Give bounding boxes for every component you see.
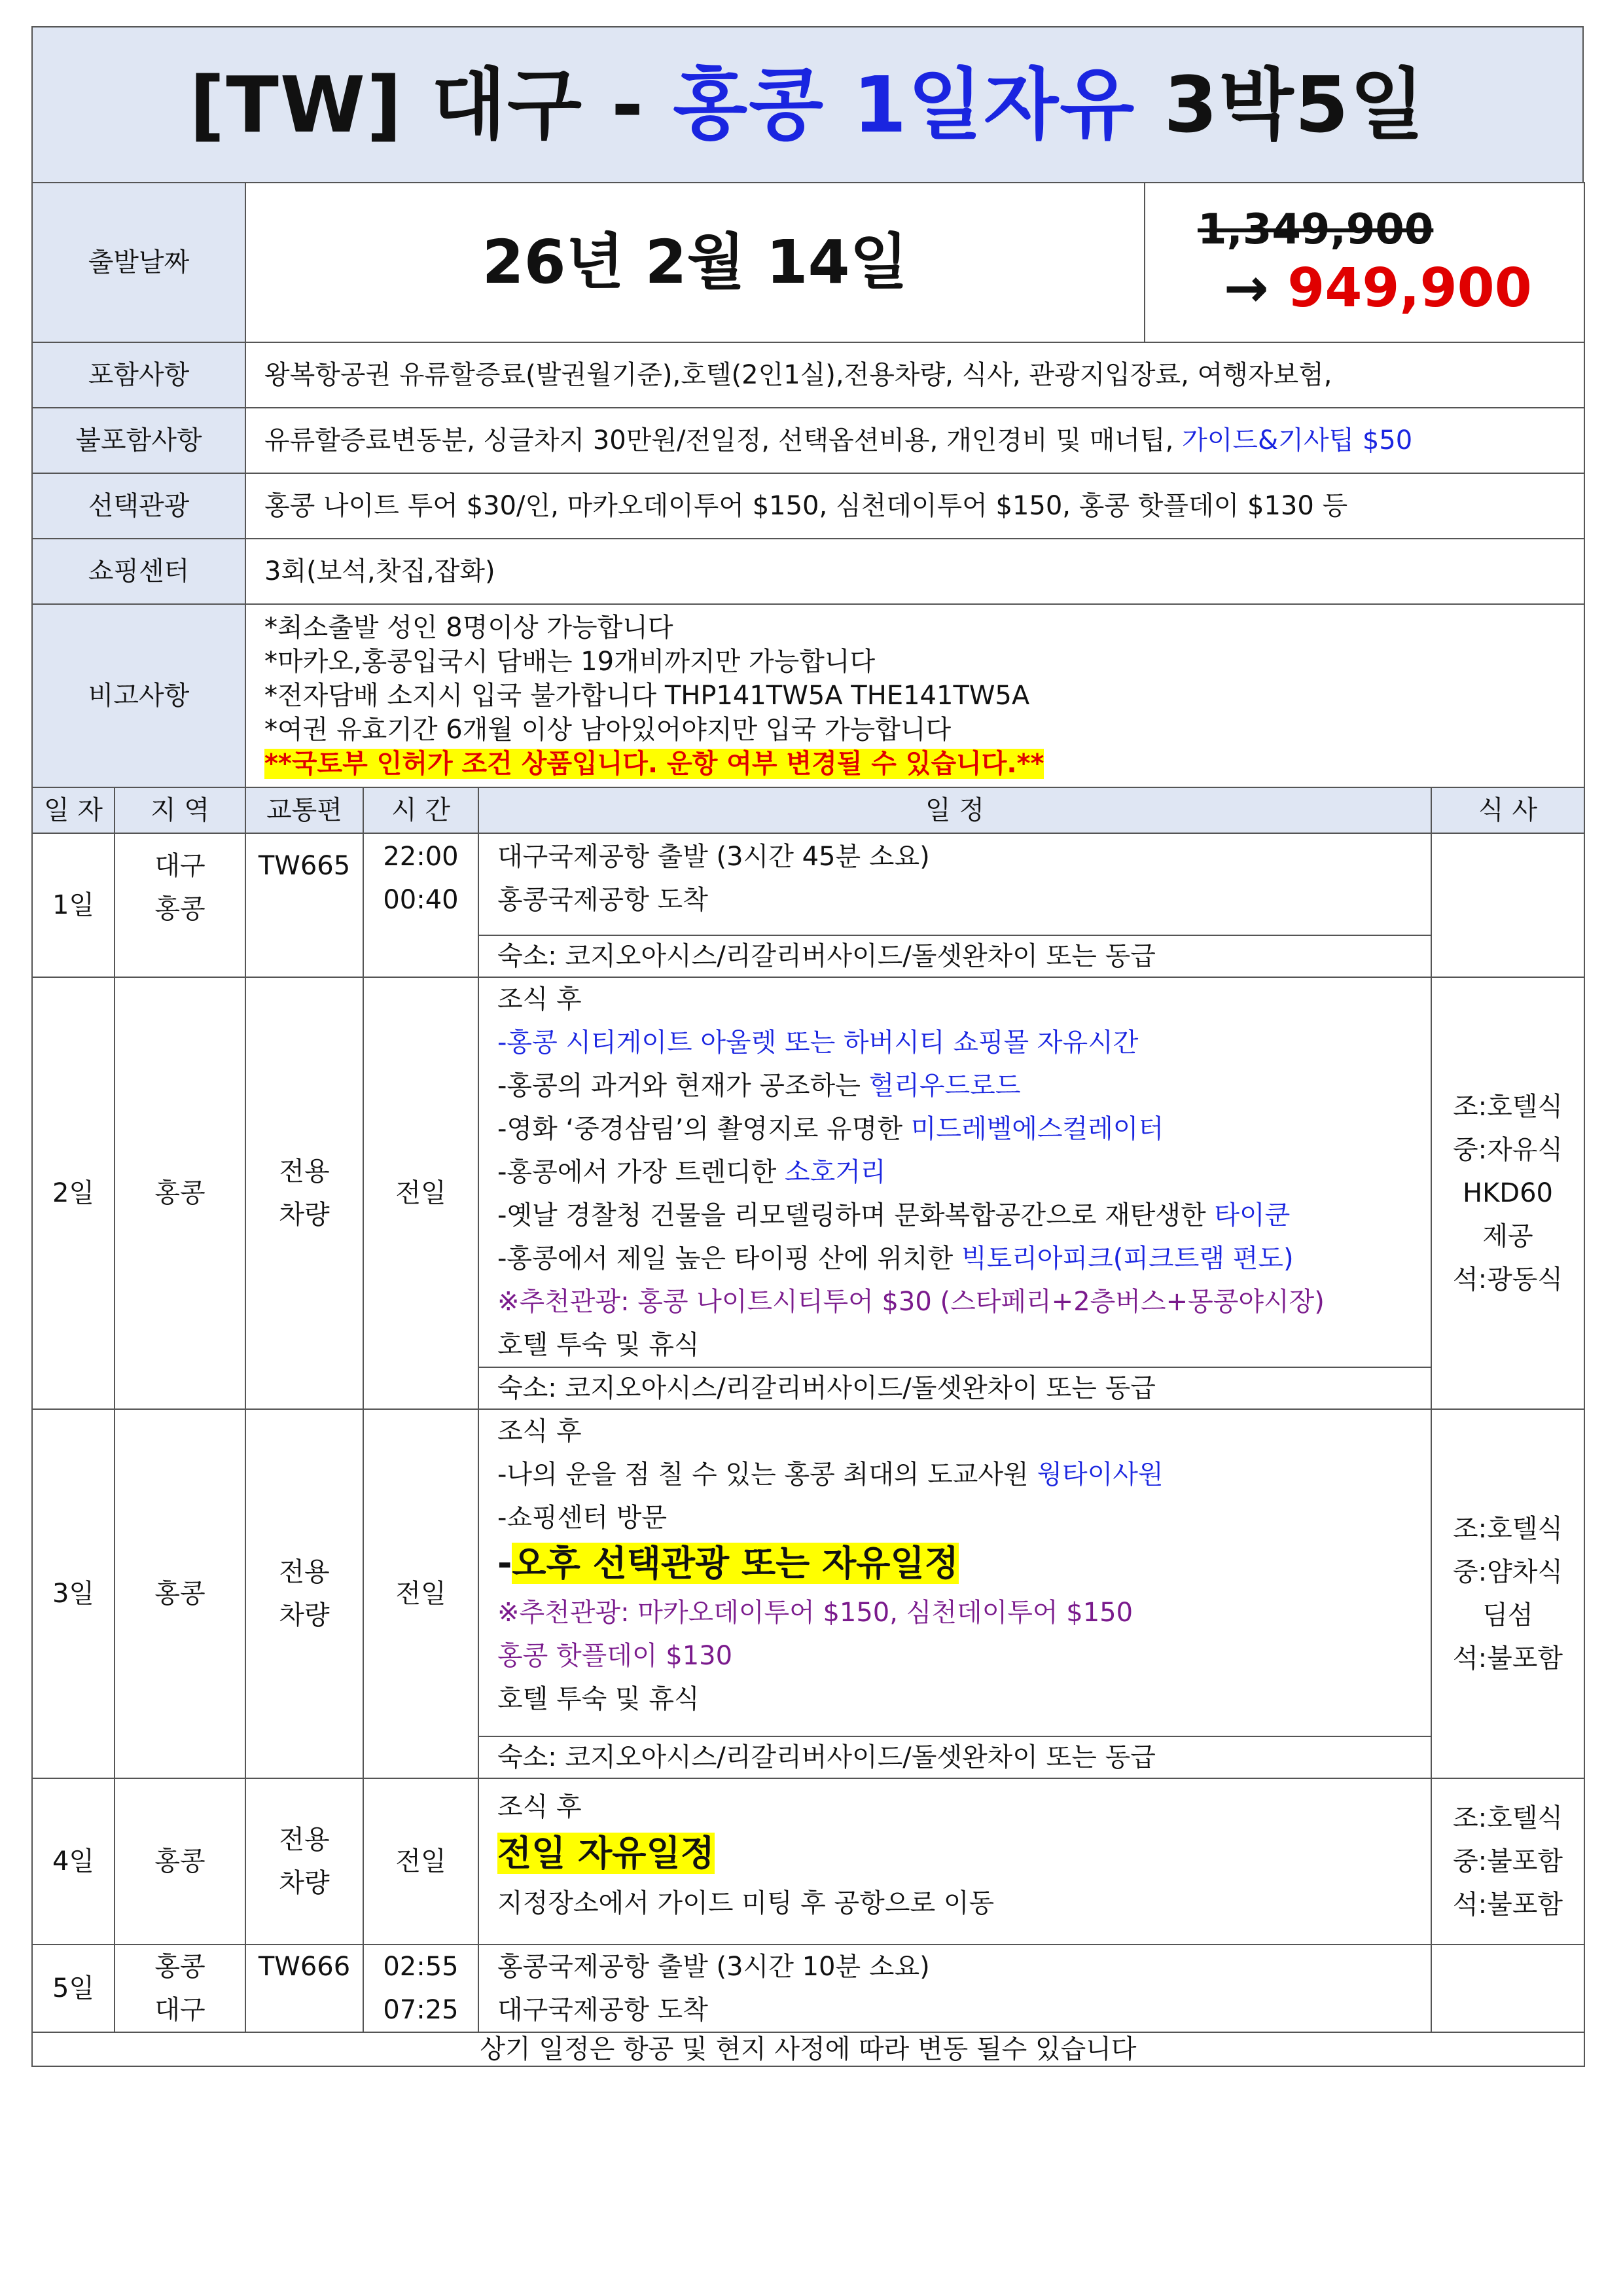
day3-time: 전일 [363, 1409, 478, 1778]
schedule-text: -홍콩의 과거와 현재가 공조하는 [497, 1071, 869, 1101]
day4-transport-line: 전용 [279, 1825, 330, 1855]
itinerary-sheet [31, 26, 1584, 2067]
day1-meal [1431, 833, 1584, 977]
remark-warning [264, 747, 1584, 781]
schedule-line: 대구국제공항 출발 (3시간 45분 소요) [497, 842, 930, 872]
meal-item: 중:얌차식 [1452, 1557, 1563, 1587]
day2-region: 홍콩 [115, 977, 245, 1409]
day3-schedule [478, 1409, 1431, 1736]
day2-row [32, 977, 1584, 1367]
day3-label: 3일 [32, 1409, 115, 1778]
attraction-name: 웡타이사원 [1037, 1460, 1164, 1490]
schedule-line: 호텔 투숙 및 휴식 [497, 1684, 700, 1714]
optional-label: 선택관광 [32, 473, 245, 539]
schedule-line [497, 1829, 1431, 1882]
schedule-line [497, 1064, 1431, 1107]
excluded-tip: 가이드&기사팁 $50 [1182, 425, 1413, 456]
day3-hotel: 숙소: 코지오아시스/리갈리버사이드/돌셋완차이 또는 동급 [478, 1736, 1431, 1778]
free-day-highlight: 전일 자유일정 [497, 1833, 715, 1874]
schedule-header [32, 787, 1584, 833]
day5-region-to: 대구 [154, 1995, 205, 2025]
meal-item: 석:불포함 [1452, 1643, 1563, 1674]
day1-time [363, 833, 478, 977]
excluded-label: 불포함사항 [32, 408, 245, 473]
day1-schedule [478, 833, 1431, 935]
day5-row [32, 1945, 1584, 2032]
recommended-tour: ※추천관광: 홍콩 나이트시티투어 $30 (스타페리+2층버스+몽콩야시장) [497, 1287, 1325, 1317]
schedule-text: -홍콩에서 제일 높은 타이핑 산에 위치한 [497, 1244, 961, 1274]
old-price: 1,349,900 [1198, 206, 1434, 254]
day2-hotel: 숙소: 코지오아시스/리갈리버사이드/돌셋완차이 또는 동급 [478, 1367, 1431, 1409]
footer-note: 상기 일정은 항공 및 현지 사정에 따라 변동 될수 있습니다 [32, 2032, 1584, 2066]
day2-transport [245, 977, 363, 1409]
schedule-line: 대구국제공항 도착 [497, 1995, 708, 2025]
header-schedule: 일 정 [478, 787, 1431, 833]
day3-region: 홍콩 [115, 1409, 245, 1778]
meal-item: HKD60 [1462, 1178, 1553, 1208]
schedule-text: - [497, 1543, 512, 1584]
meal-item: 제공 [1482, 1221, 1533, 1251]
recommended-tour: ※추천관광: 마카오데이투어 $150, 심천데이투어 $150 [497, 1598, 1133, 1628]
schedule-line: 조식 후 [497, 1416, 582, 1446]
day1-row [32, 833, 1584, 935]
schedule-text: -나의 운을 점 칠 수 있는 홍콩 최대의 도교사원 [497, 1460, 1037, 1490]
day5-label: 5일 [32, 1945, 115, 2032]
schedule-text: -옛날 경찰청 건물을 리모델링하며 문화복합공간으로 재탄생한 [497, 1200, 1215, 1230]
day5-meal [1431, 1945, 1584, 2032]
schedule-line: -홍콩 시티게이트 아울렛 또는 하버시티 쇼핑몰 자유시간 [497, 1028, 1139, 1058]
day4-time: 전일 [363, 1778, 478, 1945]
remark-line: *마카오,홍콩입국시 담배는 19개비까지만 가능합니다 [264, 647, 876, 677]
meal-item: 딤섬 [1482, 1600, 1533, 1630]
day2-label: 2일 [32, 977, 115, 1409]
schedule-line: -쇼핑센터 방문 [497, 1503, 667, 1533]
day5-region-from: 홍콩 [154, 1952, 205, 1982]
day5-schedule [478, 1945, 1431, 2032]
day2-meal [1431, 977, 1584, 1409]
footer-row [32, 2032, 1584, 2066]
header-day: 일 자 [32, 787, 115, 833]
shopping-label: 쇼핑센터 [32, 539, 245, 604]
day2-schedule [478, 977, 1431, 1367]
day4-label: 4일 [32, 1778, 115, 1945]
day5-region [115, 1945, 245, 2032]
schedule-line [497, 1237, 1431, 1280]
schedule-line [497, 1539, 1431, 1591]
day1-region-from: 대구 [154, 851, 205, 881]
recommended-tour: 홍콩 핫플데이 $130 [497, 1641, 733, 1671]
remark-line: *최소출발 성인 8명이상 가능합니다 [264, 613, 673, 643]
optional-value: 홍콩 나이트 투어 $30/인, 마카오데이투어 $150, 심천데이투어 $150, 홍콩 핫플데이 $130 등 [245, 473, 1584, 539]
header-region: 지 역 [115, 787, 245, 833]
day1-transport: TW665 [245, 833, 363, 977]
schedule-line: 조식 후 [497, 984, 582, 1014]
day1-hotel: 숙소: 코지오아시스/리갈리버사이드/돌셋완차이 또는 동급 [478, 935, 1431, 977]
day5-time-arrive: 07:25 [383, 1995, 459, 2025]
day5-time [363, 1945, 478, 2032]
title-table [31, 26, 1584, 183]
excluded-value [245, 408, 1584, 473]
header-time: 시 간 [363, 787, 478, 833]
attraction-name: 타이쿤 [1214, 1200, 1291, 1230]
day3-transport-line: 차량 [279, 1600, 330, 1630]
schedule-line [497, 1107, 1431, 1151]
remark-line: *전자담배 소지시 입국 불가합니다 THP141TW5A THE141TW5A [264, 681, 1030, 711]
day2-transport-line: 전용 [279, 1157, 330, 1187]
remarks-value [245, 604, 1584, 787]
info-table [31, 182, 1585, 788]
included-value: 왕복항공권 유류할증료(발권월기준),호텔(2인1실),전용차량, 식사, 관광지입장료, 여행자보험, [245, 342, 1584, 408]
day1-region [115, 833, 245, 977]
meal-item: 조:호텔식 [1452, 1092, 1563, 1122]
new-price [1145, 256, 1584, 321]
title-prefix: [TW] 대구 - [189, 60, 673, 150]
included-label: 포함사항 [32, 342, 245, 408]
schedule-table [31, 787, 1585, 2067]
schedule-line: 조식 후 [497, 1792, 582, 1822]
header-transport: 교통편 [245, 787, 363, 833]
shopping-value: 3회(보석,찻집,잡화) [245, 539, 1584, 604]
excluded-text: 유류할증료변동분, 싱글차지 30만원/전일정, 선택옵션비용, 개인경비 및 매너팁, [264, 425, 1183, 456]
day4-transport [245, 1778, 363, 1945]
free-schedule-highlight: 오후 선택관광 또는 자유일정 [512, 1543, 959, 1584]
meal-item: 조:호텔식 [1452, 1514, 1563, 1544]
schedule-text: -홍콩에서 가장 트렌디한 [497, 1157, 785, 1187]
day3-meal [1431, 1409, 1584, 1778]
meal-item: 석:불포함 [1452, 1890, 1563, 1920]
schedule-line: 홍콩국제공항 출발 (3시간 10분 소요) [497, 1952, 930, 1982]
meal-item: 조:호텔식 [1452, 1803, 1563, 1833]
meal-item: 중:자유식 [1452, 1135, 1563, 1165]
attraction-name: 소호거리 [784, 1157, 886, 1187]
header-meal: 식 사 [1431, 787, 1584, 833]
meal-item: 석:광동식 [1452, 1265, 1563, 1295]
attraction-name: 헐리우드로드 [868, 1071, 1021, 1101]
schedule-line [497, 1453, 1431, 1496]
day1-time-depart: 22:00 [383, 842, 459, 872]
remarks-label: 비고사항 [32, 604, 245, 787]
day4-meal [1431, 1778, 1584, 1945]
price-arrow: → [1224, 257, 1288, 319]
day2-time: 전일 [363, 977, 478, 1409]
day5-time-depart: 02:55 [383, 1952, 459, 1982]
attraction-name: 빅토리아피크(피크트램 편도) [961, 1244, 1294, 1274]
schedule-text: -영화 ‘중경삼림’의 촬영지로 유명한 [497, 1114, 911, 1144]
warning-text: **국토부 인허가 조건 상품입니다. 운항 여부 변경될 수 있습니다.** [264, 749, 1044, 779]
day3-transport [245, 1409, 363, 1778]
schedule-line: 지정장소에서 가이드 미팅 후 공항으로 이동 [497, 1888, 995, 1918]
day4-region: 홍콩 [115, 1778, 245, 1945]
schedule-line [497, 1194, 1431, 1237]
schedule-line: 홍콩국제공항 도착 [497, 885, 708, 915]
departure-date: 26년 2월 14일 [245, 183, 1145, 342]
day1-time-arrive: 00:40 [383, 885, 459, 915]
price-cell [1145, 183, 1584, 342]
day1-region-to: 홍콩 [154, 894, 205, 924]
schedule-line [497, 1151, 1431, 1194]
remark-line: *여권 유효기간 6개월 이상 남아있어야지만 입국 가능합니다 [264, 715, 952, 745]
page-title [32, 27, 1583, 183]
schedule-line: 호텔 투숙 및 휴식 [497, 1330, 700, 1360]
meal-item: 중:불포함 [1452, 1846, 1563, 1876]
day4-transport-line: 차량 [279, 1868, 330, 1898]
new-price-value: 949,900 [1287, 257, 1532, 319]
title-suffix: 3박5일 [1135, 60, 1426, 150]
day1-label: 1일 [32, 833, 115, 977]
day4-schedule [478, 1778, 1431, 1945]
day4-row [32, 1778, 1584, 1945]
day2-transport-line: 차량 [279, 1200, 330, 1230]
attraction-name: 미드레벨에스컬레이터 [910, 1114, 1164, 1144]
day3-transport-line: 전용 [279, 1557, 330, 1587]
day5-transport: TW666 [245, 1945, 363, 2032]
departure-label: 출발날짜 [32, 183, 245, 342]
day3-row [32, 1409, 1584, 1736]
title-highlight: 홍콩 1일자유 [673, 60, 1136, 150]
